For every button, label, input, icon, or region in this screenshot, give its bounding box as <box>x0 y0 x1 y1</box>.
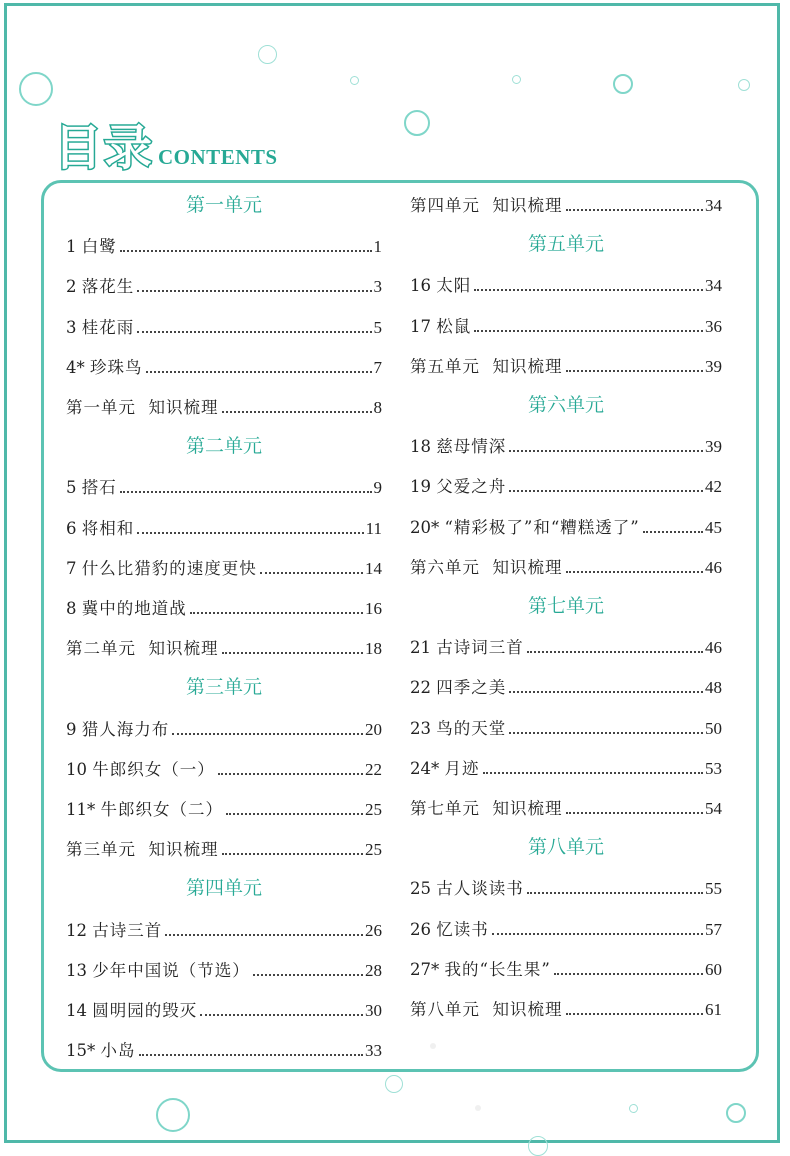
entry-page-number: 45 <box>705 517 722 537</box>
entry-title: 第六单元 知识梳理 <box>410 557 563 577</box>
entry-page-number: 50 <box>705 718 722 738</box>
leader-dots <box>509 691 703 693</box>
leader-dots <box>222 652 364 654</box>
entry-page-number: 48 <box>705 678 722 698</box>
unit-heading: 第七单元 <box>527 595 604 617</box>
unit-heading: 第六单元 <box>527 394 604 416</box>
entry-title: 少年中国说（节选） <box>92 960 250 980</box>
entry-title: 冀中的地道战 <box>81 599 187 618</box>
leader-dots <box>509 450 703 452</box>
entry-title: 太阳 <box>436 276 472 296</box>
entry-page-number: 39 <box>705 437 722 457</box>
toc-entry[interactable] <box>410 433 722 457</box>
leader-dots <box>222 853 364 855</box>
entry-title: 古人谈读书 <box>436 879 524 899</box>
entry-page-number: 14 <box>365 558 382 578</box>
leader-dots <box>566 1013 704 1015</box>
leader-dots <box>190 612 363 614</box>
unit-heading: 第二单元 <box>185 435 262 458</box>
toc-entry[interactable] <box>410 634 722 658</box>
toc-entry[interactable] <box>66 555 382 579</box>
title-english: CONTENTS <box>158 145 278 169</box>
entry-title: 慈母情深 <box>436 437 507 457</box>
toc-entry[interactable] <box>66 635 382 659</box>
entry-number: 1 <box>66 237 82 257</box>
toc-entry[interactable] <box>410 514 722 538</box>
leader-dots <box>172 733 363 735</box>
leader-dots <box>260 572 363 574</box>
toc-entry[interactable] <box>66 716 382 740</box>
entry-page-number: 28 <box>365 960 382 980</box>
toc-entry[interactable] <box>66 595 382 619</box>
toc-right-column <box>410 0 722 1152</box>
entry-page-number: 5 <box>373 317 382 337</box>
leader-dots <box>137 532 363 534</box>
entry-number: 26 <box>410 919 437 939</box>
entry-number: 23 <box>410 718 437 738</box>
entry-page-number: 1 <box>373 237 382 257</box>
bubble-decoration <box>726 1103 746 1123</box>
entry-page-number: 33 <box>365 1041 382 1061</box>
leader-dots <box>566 370 704 372</box>
entry-number: 11* <box>66 800 101 819</box>
toc-entry[interactable] <box>66 1037 382 1061</box>
entry-title: 小岛 <box>100 1041 136 1061</box>
toc-entry[interactable] <box>410 313 722 337</box>
entry-page-number: 11 <box>365 518 382 538</box>
leader-dots <box>566 812 704 814</box>
toc-left-column <box>66 0 382 1152</box>
toc-entry[interactable] <box>66 233 382 257</box>
entry-page-number: 54 <box>705 799 722 818</box>
entry-number: 2 <box>66 277 82 297</box>
entry-title: 我的“长生果” <box>444 959 551 979</box>
entry-title: 四季之美 <box>436 678 507 698</box>
leader-dots <box>218 773 363 775</box>
entry-title: 第五单元 知识梳理 <box>410 356 563 376</box>
leader-dots <box>200 1014 363 1016</box>
entry-title: “精彩极了”和“糟糕透了” <box>444 517 640 537</box>
entry-number: 6 <box>66 518 82 538</box>
entry-title: 圆明园的毁灭 <box>92 1001 198 1020</box>
toc-entry[interactable] <box>66 273 382 297</box>
entry-number: 10 <box>66 759 93 779</box>
leader-dots <box>483 772 704 774</box>
entry-number: 13 <box>66 960 93 980</box>
entry-page-number: 25 <box>365 800 382 819</box>
leader-dots <box>509 732 703 734</box>
entry-page-number: 57 <box>705 919 722 939</box>
leader-dots <box>165 934 363 936</box>
toc-entry[interactable] <box>66 515 382 539</box>
entry-number: 4* <box>66 357 90 377</box>
entry-number: 3 <box>66 317 82 337</box>
unit-heading: 第三单元 <box>185 676 262 699</box>
entry-number: 9 <box>66 719 82 739</box>
leader-dots <box>509 490 703 492</box>
leader-dots <box>146 371 372 373</box>
entry-title: 第三单元 知识梳理 <box>66 840 219 860</box>
toc-entry[interactable] <box>410 192 722 216</box>
toc-entry[interactable] <box>66 314 382 338</box>
toc-entry[interactable] <box>410 875 722 899</box>
entry-page-number: 30 <box>365 1001 382 1020</box>
entry-title: 珍珠鸟 <box>90 357 143 377</box>
leader-dots <box>222 411 372 413</box>
toc-entry[interactable] <box>410 715 722 739</box>
entry-page-number: 55 <box>705 879 722 899</box>
leader-dots <box>492 933 703 935</box>
toc-entry[interactable] <box>410 272 722 296</box>
entry-number: 7 <box>66 558 82 578</box>
entry-title: 月迹 <box>444 758 480 778</box>
entry-page-number: 42 <box>705 477 722 497</box>
entry-title: 桂花雨 <box>81 317 135 337</box>
entry-title: 落花生 <box>81 277 135 297</box>
leader-dots <box>226 813 363 815</box>
entry-page-number: 3 <box>373 277 382 297</box>
entry-title: 第二单元 知识梳理 <box>66 639 219 659</box>
leader-dots <box>527 651 703 653</box>
entry-title: 第七单元 知识梳理 <box>410 799 563 818</box>
leader-dots <box>566 209 704 211</box>
entry-number: 22 <box>410 678 437 698</box>
leader-dots <box>554 973 703 975</box>
leader-dots <box>527 892 703 894</box>
entry-page-number: 53 <box>705 758 722 778</box>
entry-title: 第四单元 知识梳理 <box>410 196 563 215</box>
unit-heading: 第八单元 <box>527 836 604 859</box>
entry-title: 忆读书 <box>436 919 489 939</box>
entry-page-number: 20 <box>365 719 382 739</box>
toc-entry[interactable] <box>410 996 722 1020</box>
entry-page-number: 34 <box>705 276 722 296</box>
unit-heading: 第五单元 <box>527 233 604 256</box>
entry-page-number: 22 <box>365 759 382 779</box>
entry-title: 搭石 <box>81 478 117 498</box>
unit-heading: 第四单元 <box>185 877 262 900</box>
toc-entry[interactable] <box>66 354 382 378</box>
toc-entry[interactable] <box>410 473 722 497</box>
entry-title: 牛郎织女（一） <box>92 759 215 779</box>
leader-dots <box>253 974 363 976</box>
entry-page-number: 7 <box>373 357 382 377</box>
toc-entry[interactable] <box>410 916 722 940</box>
toc-entry[interactable] <box>66 394 382 418</box>
leader-dots <box>474 330 703 332</box>
entry-title: 古诗三首 <box>92 920 163 940</box>
entry-page-number: 46 <box>705 557 722 577</box>
entry-title: 将相和 <box>81 518 135 538</box>
leader-dots <box>137 331 371 333</box>
entry-number: 12 <box>66 920 93 940</box>
entry-number: 16 <box>410 276 437 296</box>
entry-page-number: 60 <box>705 959 722 979</box>
entry-title: 第一单元 知识梳理 <box>66 398 219 417</box>
entry-page-number: 18 <box>365 639 382 659</box>
entry-page-number: 46 <box>705 638 722 658</box>
toc-entry[interactable] <box>410 755 722 779</box>
bubble-decoration <box>19 72 53 106</box>
toc-entry[interactable] <box>66 796 382 820</box>
entry-number: 19 <box>410 477 437 497</box>
unit-heading: 第一单元 <box>185 194 262 216</box>
entry-page-number: 61 <box>705 1000 722 1019</box>
entry-number: 20* <box>410 517 445 537</box>
toc-entry[interactable] <box>66 997 382 1021</box>
toc-entry[interactable] <box>410 353 722 377</box>
leader-dots <box>566 571 704 573</box>
entry-number: 15* <box>66 1041 101 1061</box>
entry-page-number: 26 <box>365 920 382 940</box>
leader-dots <box>120 250 372 252</box>
toc-entry[interactable] <box>66 957 382 981</box>
toc-entry[interactable] <box>66 474 382 498</box>
entry-page-number: 9 <box>373 478 382 498</box>
toc-entry[interactable] <box>66 836 382 860</box>
entry-number: 17 <box>410 316 437 336</box>
entry-title: 父爱之舟 <box>436 477 507 497</box>
entry-number: 18 <box>410 437 437 457</box>
leader-dots <box>474 289 703 291</box>
leader-dots <box>643 531 703 533</box>
entry-page-number: 8 <box>373 398 382 417</box>
entry-page-number: 39 <box>705 356 722 376</box>
entry-number: 24* <box>410 758 445 778</box>
toc-entry[interactable] <box>410 674 722 698</box>
entry-number: 27* <box>410 959 445 979</box>
entry-page-number: 25 <box>365 840 382 860</box>
bubble-decoration <box>385 1075 403 1093</box>
bubble-decoration <box>738 79 750 91</box>
leader-dots <box>139 1054 364 1056</box>
entry-page-number: 34 <box>705 196 722 215</box>
entry-title: 鸟的天堂 <box>436 718 507 738</box>
entry-title: 猎人海力布 <box>81 719 170 739</box>
entry-number: 5 <box>66 478 82 498</box>
toc-entry[interactable] <box>410 795 722 819</box>
toc-entry[interactable] <box>410 956 722 980</box>
entry-number: 25 <box>410 879 437 899</box>
entry-title: 第八单元 知识梳理 <box>410 1000 563 1019</box>
leader-dots <box>137 290 371 292</box>
entry-title: 什么比猎豹的速度更快 <box>81 558 257 578</box>
title-chinese: 目录 <box>54 120 155 176</box>
entry-number: 21 <box>410 638 437 658</box>
entry-title: 古诗词三首 <box>436 638 524 658</box>
toc-entry[interactable] <box>66 917 382 941</box>
entry-title: 牛郎织女（二） <box>100 800 223 819</box>
toc-entry[interactable] <box>410 554 722 578</box>
entry-page-number: 36 <box>705 316 722 336</box>
entry-number: 14 <box>66 1001 93 1020</box>
entry-page-number: 16 <box>365 599 382 618</box>
entry-title: 白鹭 <box>81 237 117 257</box>
entry-number: 8 <box>66 599 82 618</box>
entry-title: 松鼠 <box>436 316 472 336</box>
leader-dots <box>120 491 372 493</box>
toc-entry[interactable] <box>66 756 382 780</box>
